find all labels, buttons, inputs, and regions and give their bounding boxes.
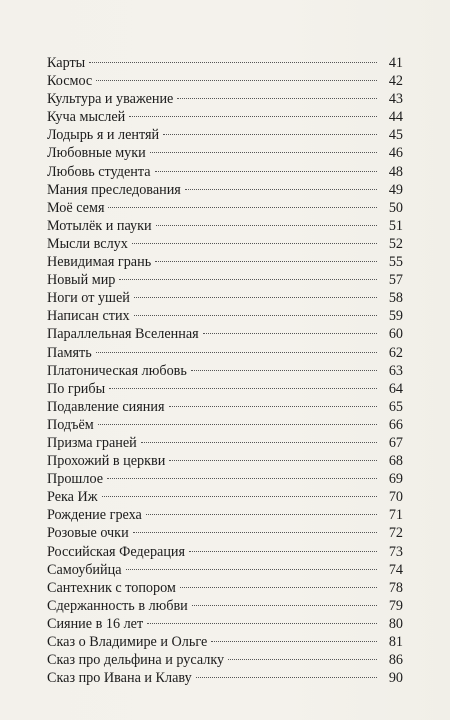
toc-entry-page-number: 51: [388, 217, 403, 234]
dot-leader: [156, 225, 377, 226]
toc-entry: [47, 561, 403, 579]
toc-entry-title: Мания преследования: [47, 181, 181, 198]
dot-leader: [108, 207, 377, 208]
dot-leader: [155, 261, 377, 262]
toc-entry-title: Рождение греха: [47, 507, 142, 524]
toc-entry-page-number: 48: [388, 163, 403, 180]
toc-entry-page-number: 58: [388, 290, 403, 307]
toc-entry: [47, 108, 403, 126]
toc-entry-page-number: 69: [388, 471, 403, 488]
dot-leader: [150, 152, 377, 153]
dot-leader: [119, 279, 377, 280]
toc-entry-page-number: 59: [388, 308, 403, 325]
toc-entry: [47, 669, 403, 687]
dot-leader: [96, 80, 377, 81]
toc-entry-title: Сияние в 16 лет: [47, 615, 144, 632]
dot-leader: [98, 424, 377, 425]
toc-entry-page-number: 45: [388, 127, 403, 144]
toc-entry-page-number: 46: [388, 145, 403, 162]
toc-entry-page-number: 81: [388, 634, 403, 650]
toc-entry-title: Сказ о Владимире и Ольге: [47, 634, 208, 650]
toc-entry-page-number: 44: [388, 109, 403, 126]
toc-entry: [47, 181, 403, 199]
toc-entry: [47, 506, 403, 524]
dot-leader: [211, 641, 377, 642]
dot-leader: [96, 352, 377, 353]
toc-entry-title: Моё семя: [47, 199, 105, 216]
toc-entry-title: Розовые очки: [47, 525, 129, 542]
toc-entry-title: Самоубийца: [47, 561, 122, 578]
toc-entry: [47, 253, 403, 271]
dot-leader: [102, 496, 377, 497]
toc-entry-page-number: 52: [388, 235, 403, 252]
toc-entry-page-number: 62: [388, 344, 403, 361]
toc-entry-title: Мысли вслух: [47, 235, 128, 252]
toc-entry-page-number: 67: [388, 434, 403, 451]
toc-entry: [47, 362, 403, 380]
dot-leader: [89, 62, 377, 63]
toc-entry-title: Любовные муки: [47, 145, 146, 162]
toc-entry-title: Сдержанность в любви: [47, 597, 188, 614]
dot-leader: [180, 587, 377, 588]
toc-entry-title: Написан стих: [47, 308, 130, 325]
toc-entry: [47, 597, 403, 615]
dot-leader: [163, 134, 377, 135]
toc-entry: [47, 72, 403, 90]
toc-entry-page-number: 78: [388, 579, 403, 596]
dot-leader: [134, 297, 377, 298]
toc-entry: [47, 651, 403, 669]
toc-entry: [47, 380, 403, 398]
dot-leader: [147, 623, 377, 624]
toc-entry: [47, 163, 403, 181]
dot-leader: [141, 442, 377, 443]
dot-leader: [126, 569, 378, 570]
toc-entry: [47, 452, 403, 470]
toc-entry-title: Прохожий в церкви: [47, 453, 166, 470]
toc-entry: [47, 126, 403, 144]
dot-leader: [228, 659, 377, 660]
dot-leader: [203, 333, 377, 334]
toc-entry: [47, 217, 403, 235]
toc-entry: [47, 633, 403, 651]
toc-entry-title: Платоническая любовь: [47, 362, 187, 379]
toc-entry-title: Память: [47, 344, 92, 361]
toc-entry-title: Российская Федерация: [47, 543, 186, 560]
toc-entry-title: Невидимая грань: [47, 254, 152, 271]
toc-entry-page-number: 60: [388, 326, 403, 343]
toc-entry-page-number: 42: [388, 73, 403, 90]
toc-entry: [47, 524, 403, 542]
toc-entry: [47, 144, 403, 162]
toc-entry-page-number: 64: [388, 380, 403, 397]
toc-entry-title: Сказ про Ивана и Клаву: [47, 670, 192, 687]
toc-entry: [47, 470, 403, 488]
toc-entry-title: Лодырь я и лентяй: [47, 127, 160, 144]
toc-entry-page-number: 73: [388, 543, 403, 560]
toc-entry-title: Подавление сияния: [47, 398, 165, 415]
dot-leader: [196, 677, 377, 678]
toc-entry: [47, 398, 403, 416]
dot-leader: [189, 551, 377, 552]
table-of-contents: [47, 54, 403, 687]
toc-entry-page-number: 80: [388, 615, 403, 632]
dot-leader: [155, 171, 377, 172]
toc-entry: [47, 579, 403, 597]
dot-leader: [134, 315, 377, 316]
toc-entry-title: По грибы: [47, 380, 106, 397]
dot-leader: [185, 189, 377, 190]
toc-entry-page-number: 70: [388, 489, 403, 506]
toc-entry-title: Любовь студента: [47, 163, 151, 180]
dot-leader: [177, 98, 377, 99]
toc-entry-page-number: 90: [388, 670, 403, 687]
toc-entry: [47, 325, 403, 343]
toc-entry-page-number: 71: [388, 507, 403, 524]
dot-leader: [107, 478, 377, 479]
toc-entry: [47, 289, 403, 307]
toc-entry-title: Куча мыслей: [47, 109, 126, 126]
toc-entry-title: Прошлое: [47, 471, 104, 488]
toc-entry-title: Ноги от ушей: [47, 290, 130, 307]
toc-entry-page-number: 49: [388, 181, 403, 198]
toc-entry-title: Параллельная Вселенная: [47, 326, 199, 343]
dot-leader: [109, 388, 377, 389]
toc-entry-title: Карты: [47, 55, 86, 71]
toc-entry: [47, 488, 403, 506]
toc-entry-page-number: 57: [388, 272, 403, 289]
toc-entry: [47, 615, 403, 633]
toc-entry-page-number: 50: [388, 199, 403, 216]
dot-leader: [169, 460, 377, 461]
toc-entry-title: Подъём: [47, 416, 94, 433]
toc-entry: [47, 344, 403, 362]
toc-entry-page-number: 63: [388, 362, 403, 379]
toc-entry: [47, 434, 403, 452]
dot-leader: [129, 116, 377, 117]
toc-entry: [47, 543, 403, 561]
toc-entry-page-number: 55: [388, 254, 403, 271]
dot-leader: [132, 243, 377, 244]
toc-entry-page-number: 41: [388, 55, 403, 71]
toc-entry-page-number: 72: [388, 525, 403, 542]
dot-leader: [192, 605, 377, 606]
toc-entry-page-number: 65: [388, 398, 403, 415]
toc-entry-page-number: 74: [388, 561, 403, 578]
toc-entry-title: Культура и уважение: [47, 91, 174, 108]
dot-leader: [146, 514, 377, 515]
toc-entry: [47, 54, 403, 72]
toc-entry-title: Космос: [47, 73, 93, 90]
toc-entry-title: Сказ про дельфина и русалку: [47, 652, 225, 669]
toc-entry-title: Река Иж: [47, 489, 98, 506]
toc-entry-title: Мотылёк и пауки: [47, 217, 152, 234]
dot-leader: [191, 370, 377, 371]
toc-entry-title: Призма граней: [47, 434, 137, 451]
toc-entry: [47, 307, 403, 325]
toc-entry: [47, 90, 403, 108]
dot-leader: [169, 406, 378, 407]
toc-entry-page-number: 43: [388, 91, 403, 108]
toc-entry: [47, 235, 403, 253]
toc-entry-page-number: 79: [388, 597, 403, 614]
toc-entry-page-number: 66: [388, 416, 403, 433]
dot-leader: [133, 532, 377, 533]
toc-entry: [47, 416, 403, 434]
toc-entry-title: Сантехник с топором: [47, 579, 176, 596]
toc-entry-page-number: 68: [388, 453, 403, 470]
toc-entry-title: Новый мир: [47, 272, 116, 289]
toc-entry-page-number: 86: [388, 652, 403, 669]
toc-entry: [47, 199, 403, 217]
toc-entry: [47, 271, 403, 289]
